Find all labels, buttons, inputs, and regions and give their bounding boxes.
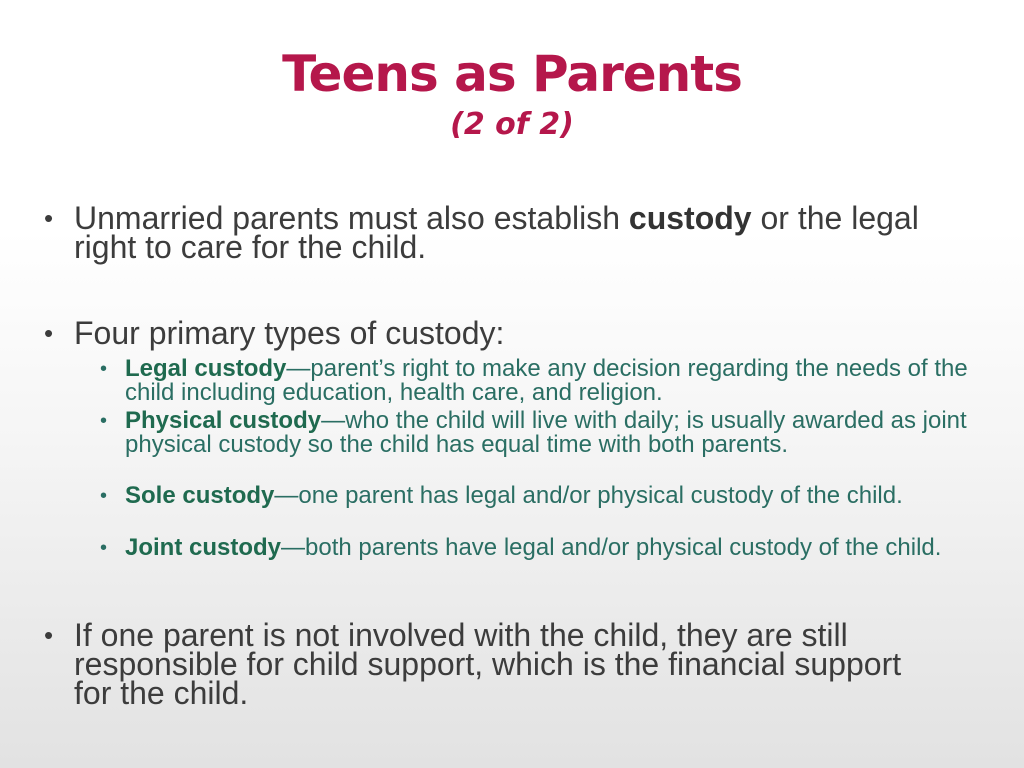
bullet-text	[74, 200, 944, 265]
bullet-text: Four primary types of custody:	[74, 315, 505, 351]
sub-bullet-text	[125, 536, 975, 560]
custody-term: Sole custody	[125, 482, 275, 509]
bullet-text: If one parent is not involved with the child, they are still responsible for child support, which is the financial support for the child.	[74, 617, 902, 711]
bullet-text-bold: custody	[628, 200, 752, 236]
custody-description: —both parents have legal and/or physical custody of the child.	[281, 534, 942, 561]
sub-bullet-dot-icon: •	[100, 410, 108, 432]
custody-description: —parent’s right to make any decision regarding the needs of the child including education, health care, and religion.	[125, 355, 968, 406]
bullet-dot-icon: •	[44, 203, 54, 233]
custody-description: —one parent has legal and/or physical custody of the child.	[274, 482, 903, 509]
bullet-text-pre: Unmarried parents must also establish	[74, 200, 629, 236]
slide-subtitle: (2 of 2)	[450, 107, 574, 142]
bullet-text-post: or the legal right to care for the child.	[74, 200, 919, 265]
sub-bullet-text	[125, 357, 975, 405]
custody-term: Joint custody	[125, 534, 282, 561]
sub-bullet-text	[125, 484, 975, 508]
sub-bullet-dot-icon: •	[100, 485, 108, 507]
bullet-dot-icon: •	[44, 620, 54, 650]
custody-term: Legal custody	[125, 355, 287, 382]
sub-bullet-dot-icon: •	[100, 537, 108, 559]
sub-bullet-dot-icon: •	[100, 358, 108, 380]
custody-term: Physical custody	[125, 407, 322, 434]
custody-description: —who the child will live with daily; is usually awarded as joint physical custody so the child has equal time with both parents.	[125, 407, 967, 458]
bullet-dot-icon: •	[44, 318, 54, 348]
slide-title: Teens as Parents	[282, 45, 742, 103]
sub-bullet-text	[125, 409, 975, 457]
